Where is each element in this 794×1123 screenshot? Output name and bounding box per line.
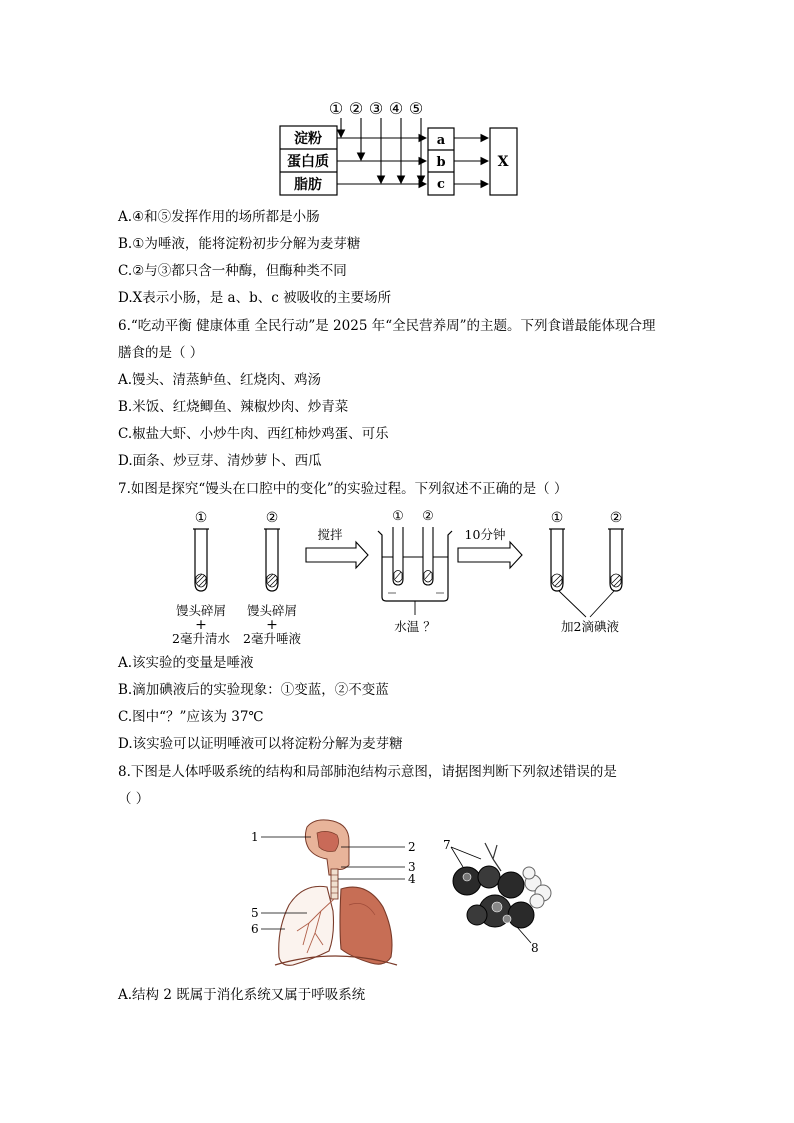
label-4: 4 — [408, 872, 416, 886]
label-2: 2 — [408, 840, 416, 854]
stir-label: 搅拌 — [317, 527, 343, 542]
tube1-label-a: 馒头碎屑 — [175, 603, 227, 618]
trachea — [331, 869, 338, 899]
q8-option-a: A.结构 2 既属于消化系统又属于呼吸系统 — [118, 987, 366, 1003]
ten-minutes-arrow — [458, 542, 522, 568]
tube2-label-b: 2毫升唾液 — [243, 631, 301, 646]
respiratory-system-diagram — [245, 815, 575, 975]
beaker-tube1-number: ① — [392, 509, 404, 524]
q5-option-b: B.①为唾液，能将淀粉初步分解为麦芽糖 — [118, 236, 361, 252]
q7-stem: 7.如图是探究“馒头在口腔中的变化”的实验过程。下列叙述不正确的是（ ） — [118, 481, 568, 497]
q5-option-a: A.④和⑤发挥作用的场所都是小肠 — [118, 209, 320, 225]
product-c: c — [437, 177, 445, 192]
alveoli-cluster — [453, 843, 551, 928]
tube1-plus: + — [195, 617, 207, 633]
q7-option-a: A.该实验的变量是唾液 — [118, 655, 254, 671]
row-protein: 蛋白质 — [287, 154, 329, 170]
right-lung — [340, 887, 392, 964]
row-fat: 脂肪 — [294, 177, 322, 193]
enzyme-label-3: ③ — [368, 99, 384, 118]
label-1: 1 — [251, 830, 259, 844]
iodine-label: 加2滴碘液 — [561, 619, 619, 634]
q7-option-c: C.图中“？”应该为 37℃ — [118, 709, 264, 725]
q6-option-b: B.米饭、红烧鲫鱼、辣椒炒肉、炒青菜 — [118, 399, 349, 415]
q6-option-a: A.馒头、清蒸鲈鱼、红烧肉、鸡汤 — [118, 372, 322, 388]
label-7: 7 — [443, 838, 451, 852]
q7-option-b: B.滴加碘液后的实验现象：①变蓝，②不变蓝 — [118, 682, 389, 698]
q5-option-c: C.②与③都只含一种酶，但酶种类不同 — [118, 263, 347, 279]
saliva-experiment-diagram — [160, 505, 650, 653]
q8-paren: （ ） — [118, 791, 150, 807]
final-tube2-number: ② — [609, 510, 623, 526]
label-3: 3 — [408, 860, 416, 874]
final-tube1-number: ① — [550, 510, 564, 526]
q6-option-d: D.面条、炒豆芽、清炒萝卜、西瓜 — [118, 453, 322, 469]
tube2-label-a: 馒头碎屑 — [246, 603, 298, 618]
product-b: b — [436, 155, 446, 170]
q8-stem: 8.下图是人体呼吸系统的结构和局部肺泡结构示意图，请据图判断下列叙述错误的是 — [118, 764, 617, 780]
left-lung — [279, 886, 334, 965]
beaker — [378, 531, 452, 601]
product-a: a — [436, 133, 446, 148]
label-6: 6 — [251, 922, 259, 936]
label-8: 8 — [531, 941, 539, 955]
tube1-number: ① — [194, 510, 208, 526]
ten-minutes-label: 10分钟 — [464, 527, 506, 542]
water-temp-label: 水温 ？ — [394, 619, 436, 634]
x-label: X — [497, 154, 509, 170]
enzyme-label-5: ⑤ — [408, 99, 424, 118]
label-5: 5 — [251, 906, 259, 920]
digestion-diagram — [270, 98, 530, 200]
enzyme-label-1: ① — [328, 99, 344, 118]
tube2-plus: + — [266, 617, 278, 633]
q6-stem-line1: 6.“吃动平衡 健康体重 全民行动”是 2025 年“全民营养周”的主题。下列食谱最能体现合理 — [118, 318, 656, 334]
row-starch: 淀粉 — [294, 131, 322, 147]
tube2-number: ② — [265, 510, 279, 526]
q7-option-d: D.该实验可以证明唾液可以将淀粉分解为麦芽糖 — [118, 736, 403, 752]
tube1-label-b: 2毫升清水 — [172, 631, 230, 646]
beaker-tube2-number: ② — [422, 509, 434, 524]
q6-stem-line2: 膳食的是（ ） — [118, 345, 204, 361]
q5-option-d: D.X表示小肠，是 a、b、c 被吸收的主要场所 — [118, 290, 392, 306]
enzyme-label-2: ② — [348, 99, 364, 118]
enzyme-label-4: ④ — [388, 99, 404, 118]
q6-option-c: C.椒盐大虾、小炒牛肉、西红柿炒鸡蛋、可乐 — [118, 426, 389, 442]
stir-arrow — [306, 542, 368, 568]
